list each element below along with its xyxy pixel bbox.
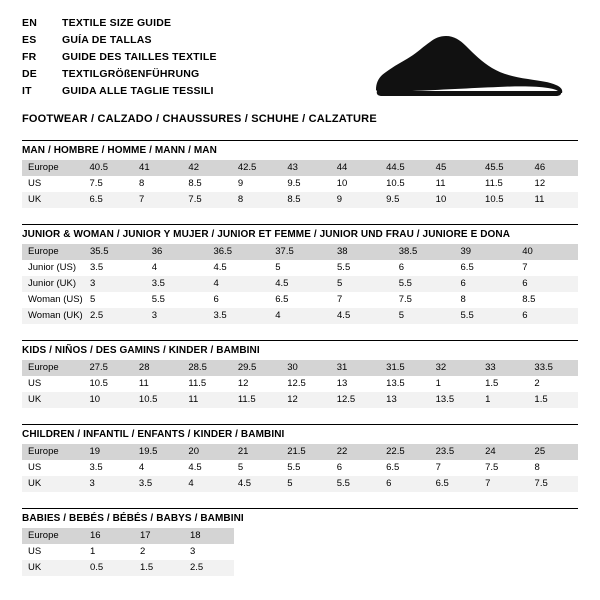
section-junior-woman bbox=[22, 224, 578, 324]
cell: 13 bbox=[380, 392, 429, 408]
table-row bbox=[22, 160, 578, 176]
cell: 42.5 bbox=[232, 160, 282, 176]
table-row bbox=[22, 528, 234, 544]
section-title: BABIES / BEBÉS / BÉBÉS / BABYS / BAMBINI bbox=[22, 513, 244, 524]
cell: 43 bbox=[281, 160, 330, 176]
cell: 9 bbox=[237, 178, 244, 189]
size-table-kids bbox=[22, 360, 578, 408]
cell: 6 bbox=[516, 308, 578, 324]
cell: 6.5 bbox=[460, 262, 474, 273]
cell: 4 bbox=[269, 308, 331, 324]
cell: 4.5 bbox=[269, 276, 331, 292]
language-title: GUIDA ALLE TAGLIE TESSILI bbox=[62, 84, 214, 97]
language-title: TEXTILE SIZE GUIDE bbox=[62, 16, 172, 29]
cell: 9.5 bbox=[380, 192, 430, 208]
cell: 10 bbox=[83, 392, 132, 408]
cell: 7.5 bbox=[529, 476, 578, 492]
cell: 18 bbox=[184, 528, 234, 544]
cell: 2 bbox=[534, 378, 540, 389]
cell: 7 bbox=[435, 462, 441, 473]
cell: 37.5 bbox=[269, 244, 331, 260]
size-table-babies bbox=[22, 528, 234, 576]
cell: 11 bbox=[138, 378, 149, 389]
cell: 22.5 bbox=[380, 444, 430, 460]
cell: 5 bbox=[393, 308, 455, 324]
cell: 8 bbox=[460, 294, 466, 305]
cell: 11.5 bbox=[232, 392, 281, 408]
cell: 5 bbox=[275, 262, 281, 273]
size-table-children bbox=[22, 444, 578, 492]
cell: 4.5 bbox=[213, 262, 227, 273]
cell: 29.5 bbox=[232, 360, 281, 376]
cell: 36.5 bbox=[207, 244, 269, 260]
cell: 5.5 bbox=[287, 462, 301, 473]
cell: 12.5 bbox=[331, 392, 380, 408]
cell: 27.5 bbox=[83, 360, 132, 376]
cell: 2 bbox=[140, 546, 146, 557]
cell: 32 bbox=[430, 360, 479, 376]
cell: 11 bbox=[435, 178, 446, 189]
cell: 1 bbox=[90, 546, 96, 557]
cell: 44.5 bbox=[380, 160, 430, 176]
language-title: GUIDE DES TAILLES TEXTILE bbox=[62, 50, 217, 63]
section-title: CHILDREN / INFANTIL / ENFANTS / KINDER / BAMBINI bbox=[22, 429, 285, 440]
cell: 11 bbox=[182, 392, 231, 408]
cell: 6.5 bbox=[275, 294, 289, 305]
table-row bbox=[22, 376, 578, 392]
cell: 9 bbox=[331, 192, 380, 208]
cell: 28.5 bbox=[182, 360, 231, 376]
table-row bbox=[22, 360, 578, 376]
cell: 5.5 bbox=[151, 294, 165, 305]
cell: 23.5 bbox=[430, 444, 480, 460]
cell: 30 bbox=[281, 360, 330, 376]
cell: 7 bbox=[337, 294, 343, 305]
cell: 8 bbox=[139, 178, 145, 189]
row-label: US bbox=[28, 546, 42, 557]
section-title: MAN / HOMBRE / HOMME / MANN / MAN bbox=[22, 145, 217, 156]
cell: 21.5 bbox=[281, 444, 331, 460]
cell: 10.5 bbox=[133, 392, 182, 408]
cell: 45.5 bbox=[479, 160, 529, 176]
cell: 10 bbox=[336, 178, 348, 189]
cell: 45 bbox=[430, 160, 479, 176]
language-code: FR bbox=[22, 50, 37, 63]
cell: 4 bbox=[138, 462, 145, 473]
table-row bbox=[22, 292, 578, 308]
cell: 10.5 bbox=[89, 378, 108, 389]
row-label: US bbox=[28, 178, 42, 189]
table-row bbox=[22, 476, 578, 492]
cell: 1 bbox=[479, 392, 528, 408]
cell: 24 bbox=[479, 444, 528, 460]
language-row bbox=[22, 82, 217, 99]
cell: 28 bbox=[133, 360, 182, 376]
size-table-junior-woman bbox=[22, 244, 578, 324]
cell: 3 bbox=[146, 308, 208, 324]
cell: 9.5 bbox=[287, 178, 301, 189]
table-row bbox=[22, 260, 578, 276]
cell: 3.5 bbox=[207, 308, 269, 324]
cell: 38 bbox=[331, 244, 393, 260]
cell: 5 bbox=[89, 294, 96, 305]
section-kids bbox=[22, 340, 578, 408]
cell: 8.5 bbox=[188, 178, 202, 189]
cell: 5.5 bbox=[337, 262, 351, 273]
cell: 8.5 bbox=[281, 192, 330, 208]
category-heading: FOOTWEAR / CALZADO / CHAUSSURES / SCHUHE / CALZATURE bbox=[22, 113, 377, 125]
row-label: UK bbox=[22, 192, 84, 208]
cell: 4.5 bbox=[331, 308, 393, 324]
cell: 25 bbox=[529, 444, 578, 460]
cell: 13 bbox=[336, 378, 348, 389]
cell: 1.5 bbox=[485, 378, 499, 389]
cell: 8 bbox=[232, 192, 282, 208]
table-row bbox=[22, 192, 578, 208]
row-label: UK bbox=[22, 392, 83, 408]
cell: 3.5 bbox=[89, 462, 103, 473]
cell: 12 bbox=[281, 392, 330, 408]
row-label: Europe bbox=[22, 444, 84, 460]
cell: 40.5 bbox=[84, 160, 134, 176]
cell: 6.5 bbox=[84, 192, 134, 208]
cell: 11.5 bbox=[188, 378, 207, 389]
cell: 3 bbox=[190, 546, 196, 557]
language-code: DE bbox=[22, 67, 37, 80]
cell: 4 bbox=[151, 262, 158, 273]
cell: 7 bbox=[522, 262, 528, 273]
cell: 7.5 bbox=[485, 462, 499, 473]
cell: 7 bbox=[133, 192, 182, 208]
row-label: Woman (UK) bbox=[22, 308, 84, 324]
cell: 5 bbox=[281, 476, 331, 492]
cell: 8 bbox=[534, 462, 540, 473]
section-children bbox=[22, 424, 578, 492]
cell: 6 bbox=[455, 276, 517, 292]
cell: 6 bbox=[398, 262, 405, 273]
cell: 5 bbox=[331, 276, 393, 292]
cell: 10.5 bbox=[479, 192, 529, 208]
language-row bbox=[22, 31, 217, 48]
row-label: Europe bbox=[22, 360, 83, 376]
cell: 6 bbox=[380, 476, 430, 492]
table-row bbox=[22, 308, 578, 324]
cell: 5.5 bbox=[331, 476, 380, 492]
cell: 21 bbox=[232, 444, 281, 460]
dress-shoe-icon bbox=[368, 32, 568, 102]
cell: 41 bbox=[133, 160, 182, 176]
cell: 19.5 bbox=[133, 444, 183, 460]
cell: 6.5 bbox=[430, 476, 480, 492]
table-row bbox=[22, 460, 578, 476]
language-row bbox=[22, 14, 217, 31]
table-row bbox=[22, 244, 578, 260]
cell: 5.5 bbox=[393, 276, 455, 292]
row-label: Europe bbox=[22, 160, 84, 176]
cell: 11.5 bbox=[485, 178, 503, 189]
row-label: Europe bbox=[22, 528, 84, 544]
section-man bbox=[22, 140, 578, 208]
cell: 3 bbox=[84, 276, 146, 292]
cell: 13.5 bbox=[430, 392, 479, 408]
section-babies bbox=[22, 508, 578, 576]
cell: 4 bbox=[207, 276, 269, 292]
cell: 5.5 bbox=[455, 308, 517, 324]
cell: 44 bbox=[331, 160, 380, 176]
cell: 0.5 bbox=[84, 560, 134, 576]
cell: 17 bbox=[134, 528, 184, 544]
language-code: ES bbox=[22, 33, 37, 46]
language-title: GUÍA DE TALLAS bbox=[62, 33, 152, 46]
cell: 36 bbox=[146, 244, 208, 260]
language-code: IT bbox=[22, 84, 32, 97]
cell: 2.5 bbox=[84, 308, 146, 324]
section-title: KIDS / NIÑOS / DES GAMINS / KINDER / BAMBINI bbox=[22, 345, 260, 356]
cell: 46 bbox=[529, 160, 578, 176]
cell: 33.5 bbox=[528, 360, 578, 376]
cell: 7.5 bbox=[182, 192, 231, 208]
cell: 6.5 bbox=[386, 462, 400, 473]
cell: 12 bbox=[237, 378, 249, 389]
cell: 5 bbox=[237, 462, 244, 473]
cell: 7.5 bbox=[89, 178, 103, 189]
cell: 7 bbox=[479, 476, 528, 492]
size-table-man bbox=[22, 160, 578, 208]
row-label: UK bbox=[22, 560, 84, 576]
cell: 12 bbox=[534, 178, 546, 189]
cell: 38.5 bbox=[393, 244, 455, 260]
cell: 42 bbox=[182, 160, 231, 176]
cell: 1 bbox=[435, 378, 441, 389]
row-label: US bbox=[28, 462, 42, 473]
cell: 1.5 bbox=[528, 392, 578, 408]
cell: 4 bbox=[182, 476, 231, 492]
table-row bbox=[22, 276, 578, 292]
table-row bbox=[22, 560, 234, 576]
row-label: UK bbox=[22, 476, 84, 492]
cell: 3.5 bbox=[89, 262, 104, 273]
cell: 33 bbox=[479, 360, 528, 376]
cell: 31 bbox=[331, 360, 380, 376]
row-label: Woman (US) bbox=[28, 294, 83, 305]
cell: 35.5 bbox=[84, 244, 146, 260]
cell: 20 bbox=[182, 444, 231, 460]
row-label: US bbox=[28, 378, 42, 389]
cell: 1.5 bbox=[134, 560, 184, 576]
language-title: TEXTILGRÖßENFÜHRUNG bbox=[62, 67, 200, 80]
cell: 19 bbox=[84, 444, 133, 460]
document-header bbox=[22, 14, 578, 125]
table-row bbox=[22, 176, 578, 192]
section-title: JUNIOR & WOMAN / JUNIOR Y MUJER / JUNIOR ET FEMME / JUNIOR UND FRAU / JUNIORE E DONA bbox=[22, 229, 511, 240]
cell: 11 bbox=[529, 192, 578, 208]
language-title-table bbox=[22, 14, 217, 99]
language-row bbox=[22, 65, 217, 82]
cell: 8.5 bbox=[522, 294, 536, 305]
cell: 7.5 bbox=[398, 294, 412, 305]
cell: 3.5 bbox=[146, 276, 208, 292]
cell: 13.5 bbox=[386, 378, 405, 389]
cell: 2.5 bbox=[184, 560, 234, 576]
cell: 4.5 bbox=[188, 462, 202, 473]
language-row bbox=[22, 48, 217, 65]
cell: 3 bbox=[84, 476, 133, 492]
row-label: Junior (UK) bbox=[22, 276, 84, 292]
row-label: Europe bbox=[22, 244, 84, 260]
cell: 39 bbox=[455, 244, 517, 260]
table-row bbox=[22, 392, 578, 408]
cell: 4.5 bbox=[232, 476, 281, 492]
row-label: Junior (US) bbox=[28, 262, 77, 273]
cell: 12.5 bbox=[287, 378, 306, 389]
cell: 6 bbox=[336, 462, 343, 473]
table-row bbox=[22, 544, 234, 560]
cell: 16 bbox=[84, 528, 134, 544]
cell: 10.5 bbox=[386, 178, 405, 189]
cell: 6 bbox=[516, 276, 578, 292]
cell: 31.5 bbox=[380, 360, 429, 376]
table-row bbox=[22, 444, 578, 460]
cell: 22 bbox=[331, 444, 380, 460]
cell: 40 bbox=[516, 244, 578, 260]
cell: 3.5 bbox=[133, 476, 183, 492]
language-code: EN bbox=[22, 16, 37, 29]
cell: 6 bbox=[213, 294, 219, 305]
cell: 10 bbox=[430, 192, 479, 208]
